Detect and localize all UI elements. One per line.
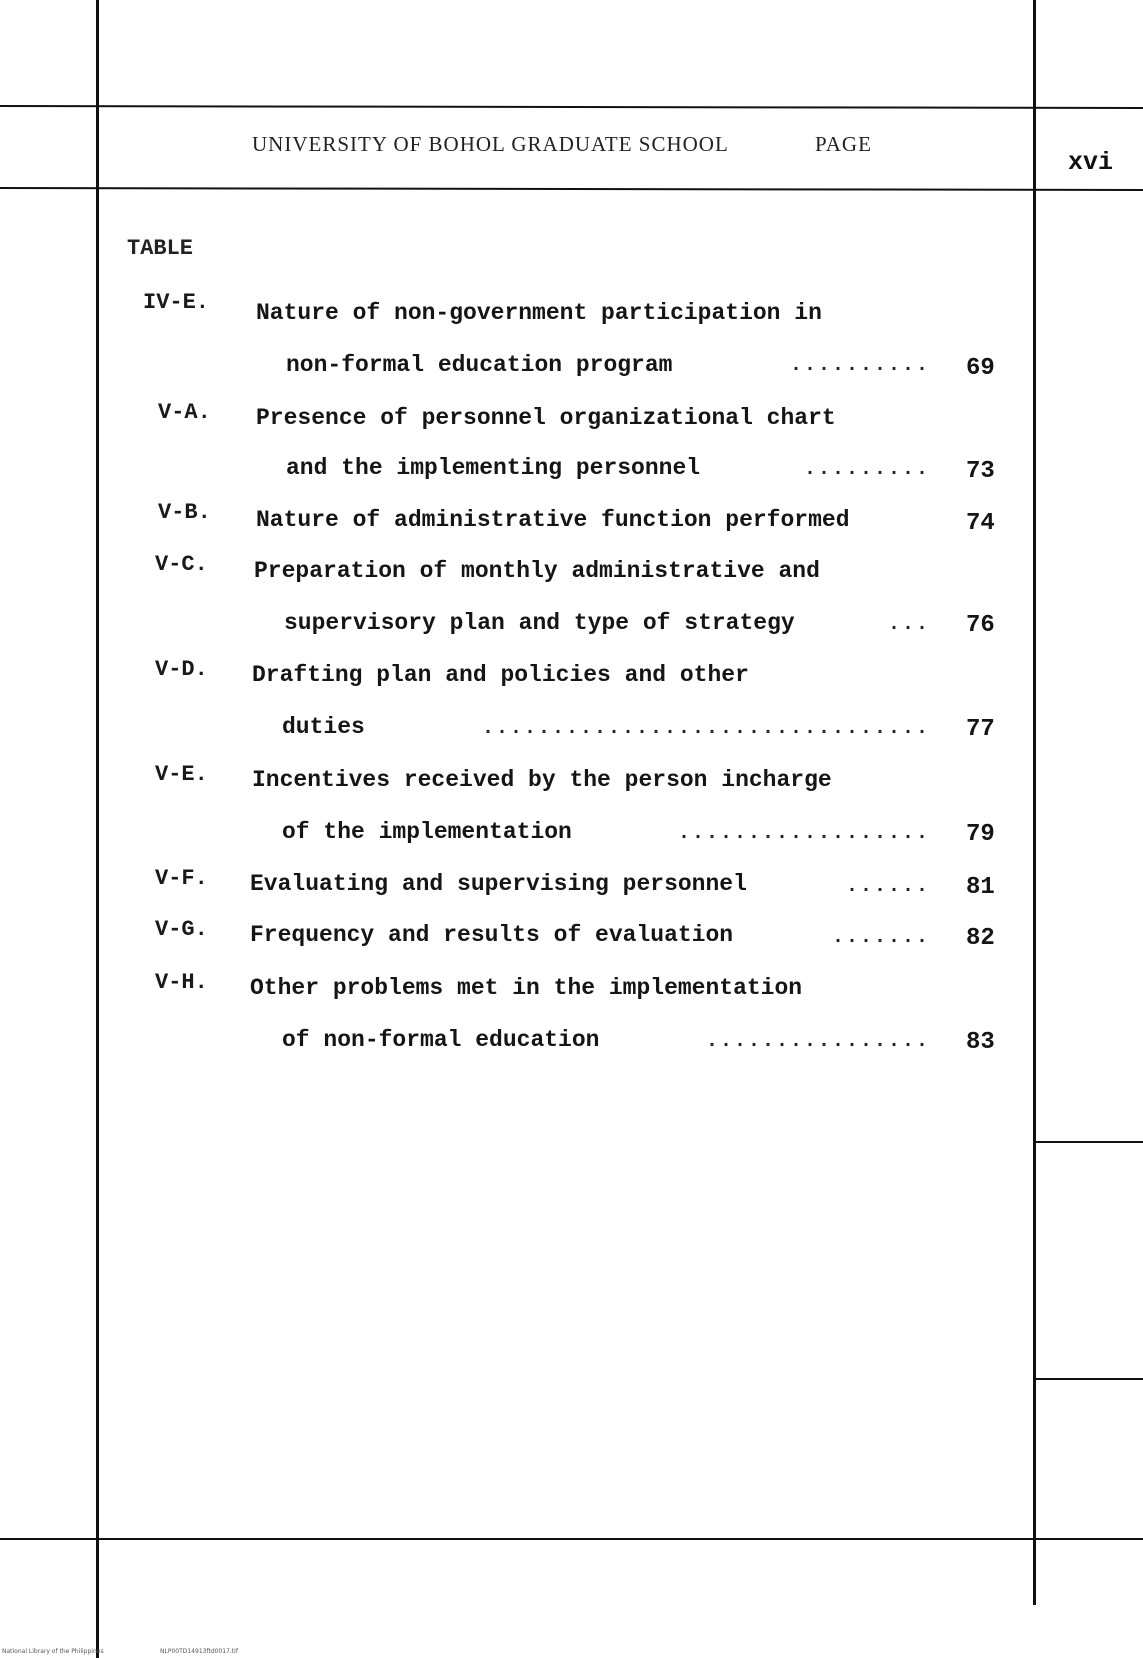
entry-title-line2: and the implementing personnel [286, 455, 701, 481]
dot-leader: ................ [705, 1030, 930, 1053]
entry-title-line2: of non-formal education [282, 1027, 600, 1053]
entry-page: 82 [966, 925, 995, 952]
dot-leader: .......... [789, 354, 930, 377]
entry-title-line1: Nature of administrative function performed [256, 507, 850, 533]
entry-number: V-D. [155, 657, 208, 682]
page-number: xvi [1068, 148, 1114, 177]
entry-title-line1: Other problems met in the implementation [250, 975, 803, 1001]
entry-page: 73 [966, 458, 995, 485]
entry-title-line2: duties [282, 714, 365, 740]
margin-rule-1 [1033, 1141, 1143, 1143]
entry-page: 76 [966, 612, 995, 639]
entry-page: 83 [966, 1029, 995, 1056]
entry-page: 69 [966, 355, 995, 382]
header-top-rule [0, 105, 1143, 109]
dot-leader: .................. [677, 822, 930, 845]
dot-leader: ... [887, 613, 930, 636]
margin-rule-2 [1033, 1378, 1143, 1380]
entry-page: 81 [966, 874, 995, 901]
entry-title-line1: Nature of non-government participation in [256, 300, 822, 326]
dot-leader: ....... [831, 926, 930, 949]
footer-rule [0, 1538, 1143, 1540]
entry-title-line1: Frequency and results of evaluation [250, 922, 734, 948]
entry-title-line1: Drafting plan and policies and other [252, 662, 749, 688]
entry-title-line2: supervisory plan and type of strategy [284, 610, 795, 636]
entry-number: V-C. [155, 552, 208, 577]
entry-title-line2: of the implementation [282, 819, 572, 845]
entry-title-line1: Evaluating and supervising personnel [250, 871, 747, 897]
header-page-label: PAGE [815, 132, 872, 156]
header-bottom-rule [0, 187, 1143, 191]
entry-title-line2: non-formal education program [286, 352, 673, 378]
entry-page: 77 [966, 716, 995, 743]
dot-leader: ................................ [481, 717, 930, 740]
entry-number: IV-E. [143, 290, 210, 315]
entry-number: V-F. [155, 866, 208, 891]
frame-right-rule [1033, 0, 1036, 1605]
entry-number: V-H. [155, 970, 208, 995]
entry-number: V-B. [158, 500, 211, 525]
footer-library: National Library of the Philippines [2, 1648, 104, 1655]
entry-number: V-E. [155, 762, 208, 787]
entry-page: 79 [966, 821, 995, 848]
entry-number: V-G. [155, 917, 208, 942]
dot-leader: ......... [803, 458, 930, 481]
footer-file: NLP00TD14913ftd0017.tif [160, 1648, 238, 1655]
header-title: UNIVERSITY OF BOHOL GRADUATE SCHOOL [252, 132, 729, 156]
dot-leader: ...... [845, 875, 930, 898]
entry-title-line1: Incentives received by the person incharge [252, 767, 832, 793]
entry-number: V-A. [158, 400, 211, 425]
entry-page: 74 [966, 510, 995, 537]
entry-title-line1: Preparation of monthly administrative and [254, 558, 820, 584]
section-label: TABLE [127, 236, 194, 261]
entry-title-line1: Presence of personnel organizational chart [256, 405, 836, 431]
frame-left-rule [96, 0, 99, 1658]
